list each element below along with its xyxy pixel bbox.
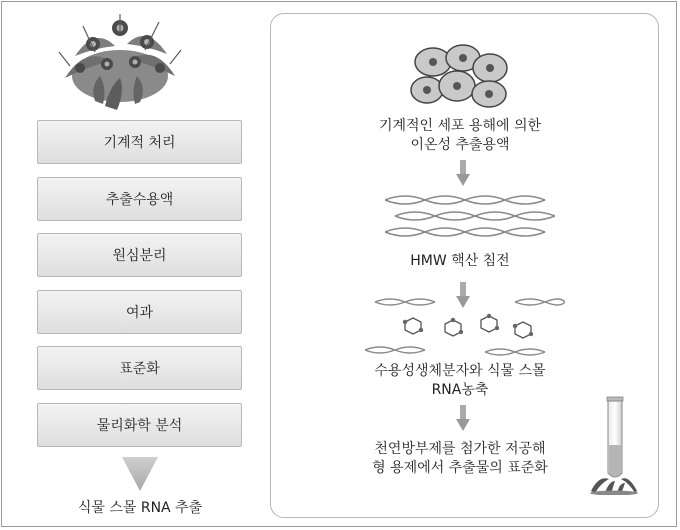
small-down-arrow-icon — [456, 405, 470, 431]
dna-strands-illustration — [385, 192, 555, 240]
test-tube-illustration — [585, 395, 643, 495]
step1-line2: 이온성 추출용액 — [410, 137, 510, 153]
step4-text — [290, 440, 630, 478]
step-label: 원심분리 — [112, 248, 167, 264]
step4-line1: 천연방부제를 첨가한 저공해 — [374, 441, 546, 457]
step-physicochemical-analysis — [37, 403, 242, 447]
small-down-arrow-icon — [456, 160, 470, 186]
result-label: 식물 스몰 RNA 추출 — [77, 500, 203, 516]
step2-line1: HMW 핵산 침전 — [410, 253, 510, 269]
down-arrow-icon — [120, 455, 160, 495]
step3-line2: RNA농축 — [431, 382, 489, 398]
step-filtration — [37, 290, 242, 334]
step1-text — [290, 117, 630, 155]
step-label: 여과 — [125, 305, 154, 321]
step1-line1: 기계적인 세포 용해에 의한 — [378, 118, 542, 134]
step-label: 기계적 처리 — [103, 135, 176, 151]
step-standardization — [37, 346, 242, 390]
step-label: 물리화학 분석 — [96, 418, 183, 434]
step4-line2: 형 용제에서 추출물의 표준화 — [372, 460, 548, 476]
plant-bouquet-illustration — [55, 6, 185, 114]
step-label: 추출수용액 — [105, 192, 174, 208]
step3-line1: 수용성생체분자와 식물 스몰 — [374, 363, 546, 379]
molecules-illustration — [365, 296, 565, 360]
step-label: 표준화 — [119, 361, 160, 377]
step-centrifugation — [37, 233, 242, 277]
step2-text — [290, 252, 630, 271]
step-mechanical-treatment — [37, 120, 242, 164]
step3-text — [290, 362, 630, 400]
step-extraction-solution — [37, 177, 242, 221]
cell-cluster-illustration — [405, 40, 515, 112]
